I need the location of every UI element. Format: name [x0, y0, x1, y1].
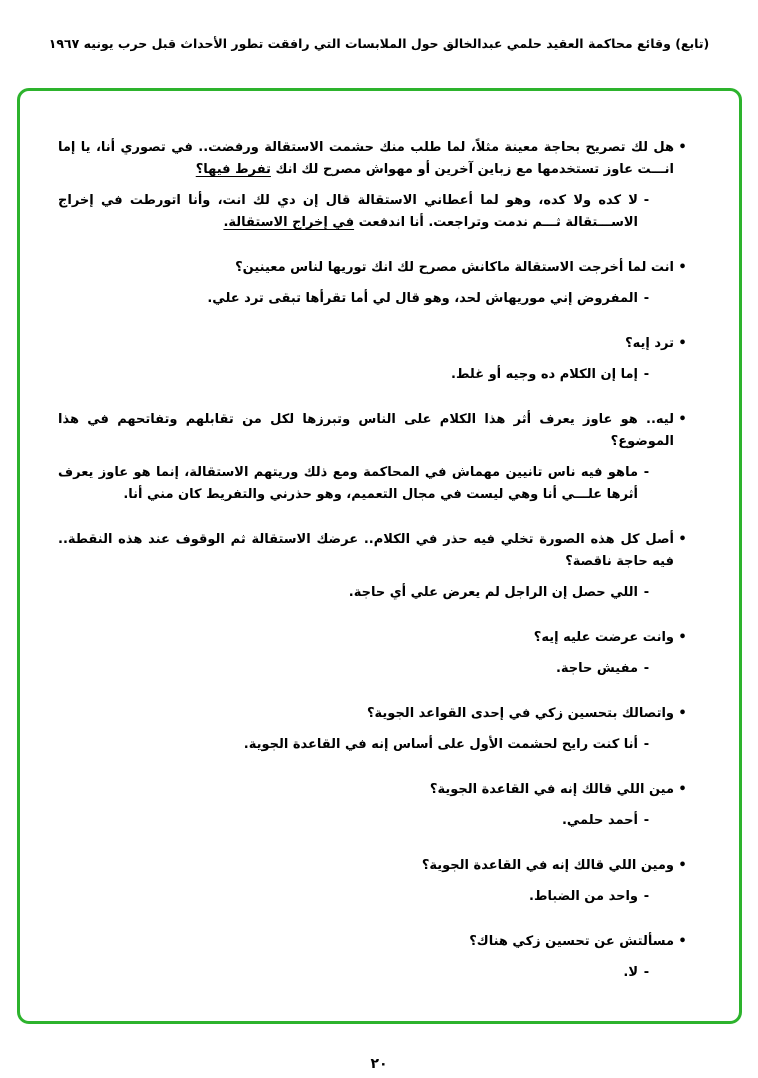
answer-item	[58, 962, 709, 984]
dialogue-text: أحمد حلمي.	[561, 813, 638, 828]
dash-icon: -	[643, 965, 650, 980]
question-item	[58, 529, 709, 573]
question-item	[58, 703, 709, 725]
bullet-icon: •	[678, 260, 687, 275]
answer-item	[58, 582, 709, 604]
bullet-icon: •	[678, 140, 687, 155]
bullet-icon: •	[678, 412, 687, 427]
question-item	[58, 333, 709, 355]
question-item	[58, 257, 709, 279]
question-item	[58, 931, 709, 953]
dash-icon: -	[643, 465, 650, 480]
underlined-phrase: في إخراج الاستقالة.	[223, 215, 355, 230]
dialogue-text: مفيش حاجة.	[555, 661, 638, 676]
dash-icon: -	[643, 367, 650, 382]
answer-item	[58, 886, 709, 908]
dash-icon: -	[643, 813, 650, 828]
dash-icon: -	[643, 737, 650, 752]
dialogue-text: المفروض إني موريهاش لحد، وهو قال لي أما تقرأها تبقى ترد علي.	[207, 291, 638, 306]
question-item	[58, 409, 709, 453]
dialogue-transcript	[20, 91, 739, 1021]
question-item	[58, 137, 709, 181]
bullet-icon: •	[678, 532, 687, 547]
bullet-icon: •	[678, 706, 687, 721]
dash-icon: -	[643, 291, 650, 306]
answer-item	[58, 734, 709, 756]
page-header-title: (تابع) وقائع محاكمة العقيد حلمي عبدالخالق حول الملابسات التي رافقت تطور الأحداث قبل حرب يونيه ١٩٦٧	[48, 36, 710, 51]
dialogue-text: واتصالك بتحسين زكي في إحدى القواعد الجوية؟	[366, 706, 674, 721]
dash-icon: -	[643, 193, 650, 208]
dialogue-text: أصل كل هذه الصورة تخلي فيه حذر في الكلام.. عرضك الاستقالة ثم الوقوف عند هذه النقطة.. فيه حاجة ناقصة؟	[58, 532, 674, 569]
dash-icon: -	[643, 585, 650, 600]
answer-item	[58, 190, 709, 234]
dialogue-text: هل لك تصريح بحاجة معينة مثلاً، لما طلب منك حشمت الاستقالة ورفضت.. في تصوري أنا، يا إما انـــت عاوز تستخدمها مع زباين آخرين أو مهواش مصرح لك انك تفرط فيها؟	[58, 140, 674, 177]
dialogue-text: أنا كنت رايح لحشمت الأول على أساس إنه في القاعدة الجوية.	[243, 737, 638, 752]
bullet-icon: •	[678, 630, 687, 645]
underlined-phrase: تفرط فيها؟	[195, 162, 271, 177]
dialogue-text: لا.	[623, 965, 638, 980]
answer-item	[58, 462, 709, 506]
bullet-icon: •	[678, 858, 687, 873]
dash-icon: -	[643, 889, 650, 904]
dialogue-text: اللي حصل إن الراجل لم يعرض علي أي حاجة.	[348, 585, 638, 600]
answer-item	[58, 658, 709, 680]
answer-item	[58, 810, 709, 832]
question-item	[58, 855, 709, 877]
dialogue-text: ترد إيه؟	[625, 336, 674, 351]
dialogue-text: وانت عرضت عليه إيه؟	[533, 630, 674, 645]
bullet-icon: •	[678, 336, 687, 351]
question-item	[58, 627, 709, 649]
dash-icon: -	[643, 661, 650, 676]
bullet-icon: •	[678, 934, 687, 949]
dialogue-text: إما إن الكلام ده وجيه أو غلط.	[451, 367, 638, 382]
page-number: ٢٠	[370, 1056, 388, 1072]
green-border-frame	[17, 88, 742, 1024]
dialogue-text: ليه.. هو عاوز يعرف أثر هذا الكلام على الناس وتبرزها لكل من تقابلهم وتفاتحهم في هذا الموضوع؟	[58, 412, 674, 449]
answer-item	[58, 288, 709, 310]
answer-item	[58, 364, 709, 386]
dialogue-text: مسألتش عن تحسين زكي هناك؟	[469, 934, 674, 949]
dialogue-text: واحد من الضباط.	[529, 889, 638, 904]
question-item	[58, 779, 709, 801]
dialogue-text: ومين اللي قالك إنه في القاعدة الجوية؟	[421, 858, 674, 873]
dialogue-text: لا كده ولا كده، وهو لما أعطاني الاستقالة قال إن دي لك انت، وأنا اتورطت في إخراج الاســـتقالة ثـــم ندمت وتراجعت. أنا اندفعت في إخراج الاستقالة.	[58, 193, 638, 230]
bullet-icon: •	[678, 782, 687, 797]
dialogue-text: مين اللي قالك إنه في القاعدة الجوية؟	[429, 782, 674, 797]
dialogue-text: ماهو فيه ناس تانيين مهماش في المحاكمة ومع ذلك وريتهم الاستقالة، إنما هو عاوز يعرف أثرها علـــي أنا وهي ليست في مجال التعميم، وهو حذرني والتفريط كان مني أنا.	[58, 465, 638, 502]
dialogue-text: انت لما أخرجت الاستقالة ماكانش مصرح لك انك توريها لناس معينين؟	[235, 260, 674, 275]
